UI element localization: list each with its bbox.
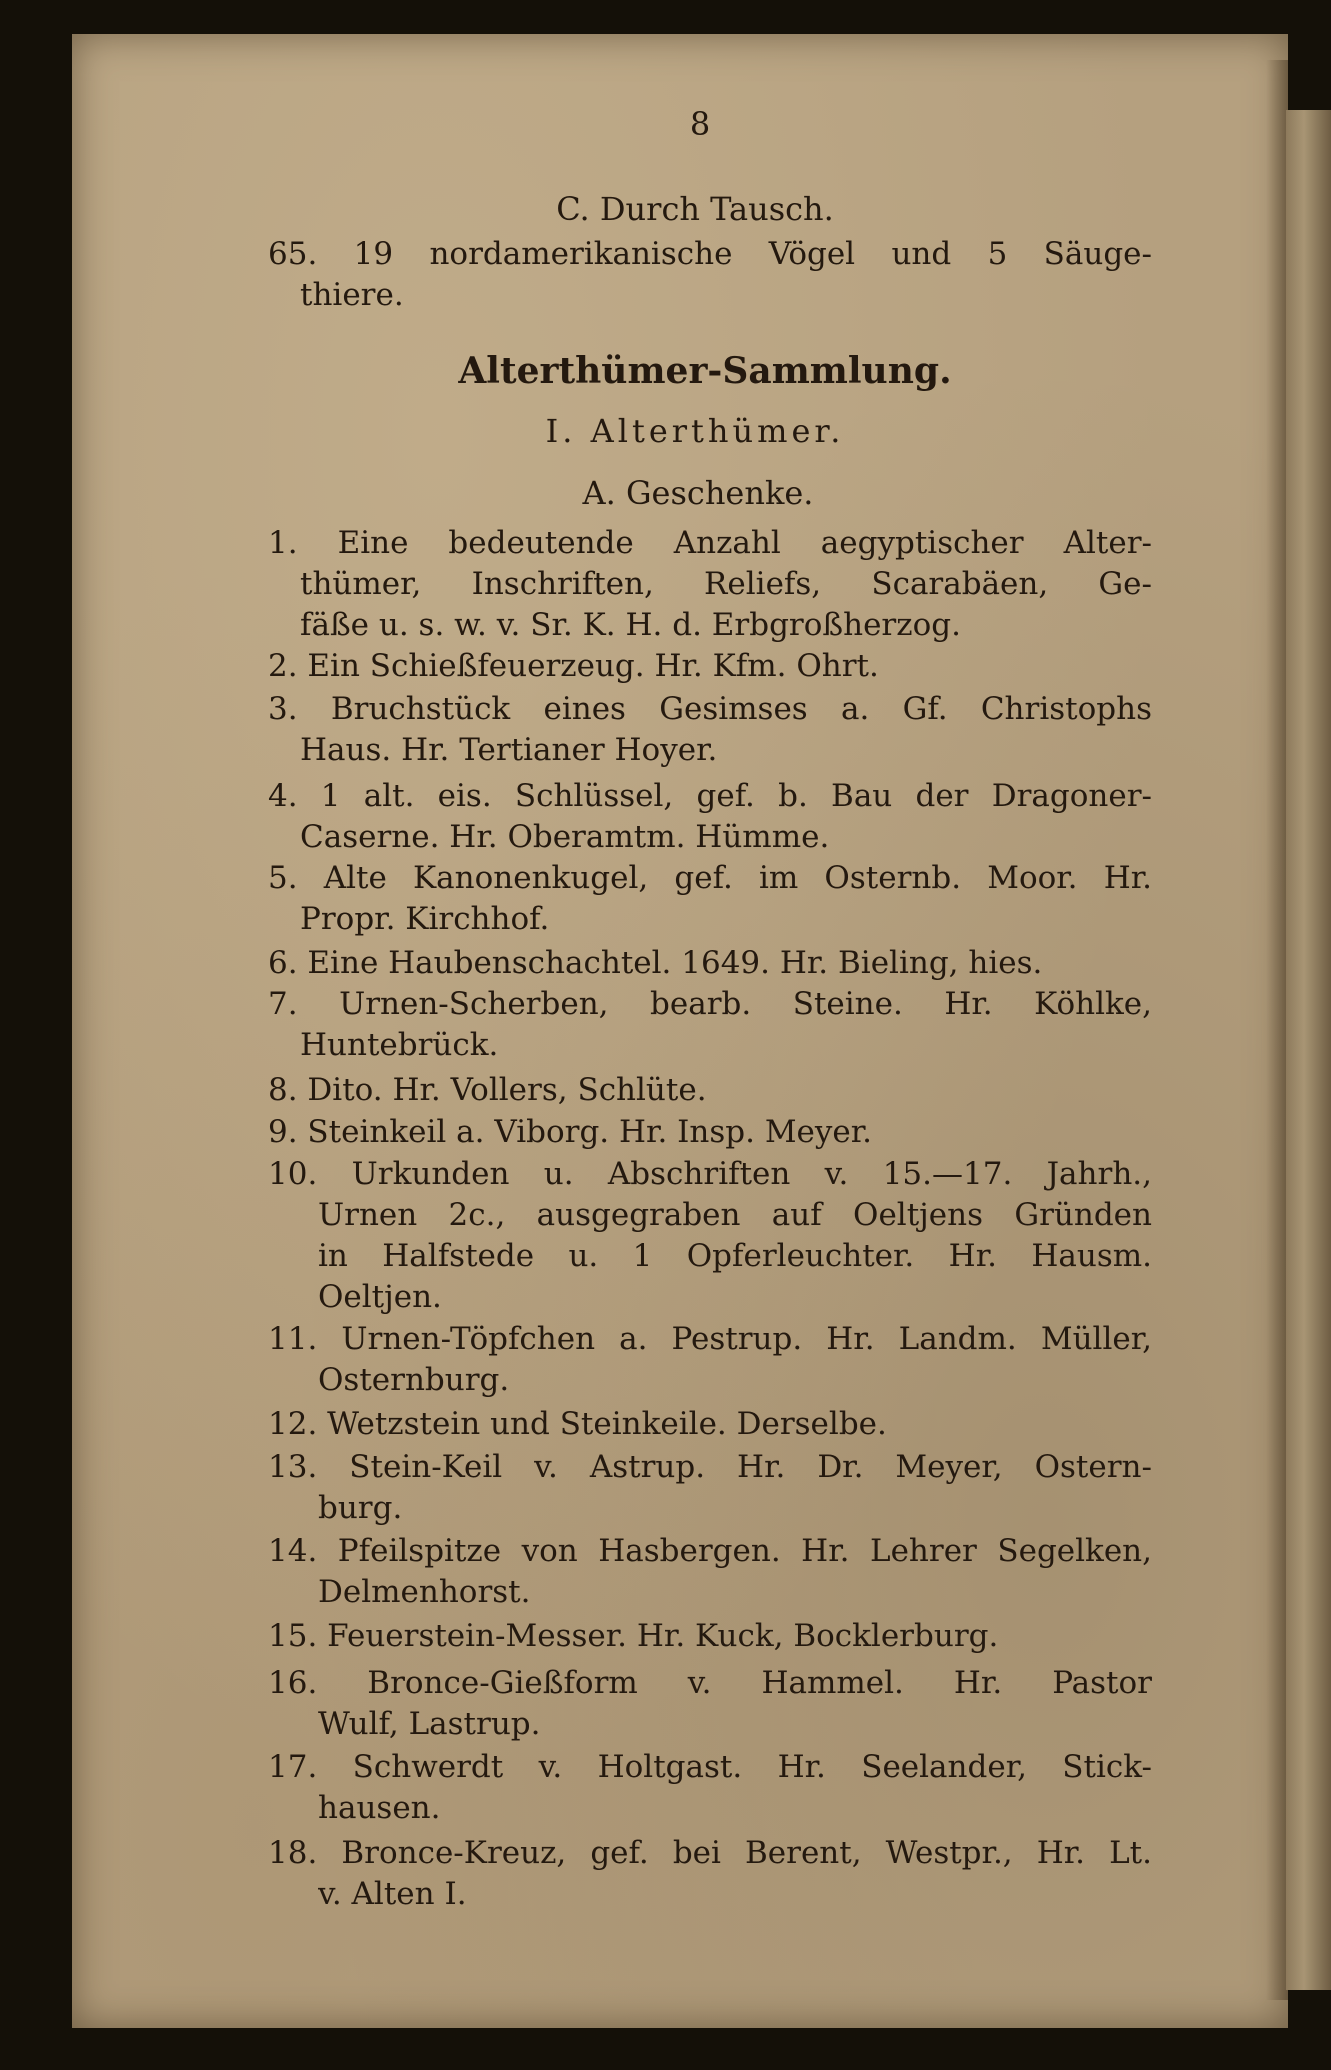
entry-7-line-2: Huntebrück. bbox=[300, 1027, 499, 1063]
section-c-heading: C. Durch Tausch. bbox=[556, 190, 834, 228]
entry-65-line-2: thiere. bbox=[300, 277, 404, 313]
entry-1-line-2: thümer, Inschriften, Reliefs, Scarabäen, Ge- bbox=[300, 566, 1152, 602]
entry-4-line-2: Caserne. Hr. Oberamtm. Hümme. bbox=[300, 819, 830, 855]
subsection-heading: A. Geschenke. bbox=[582, 474, 814, 512]
entry-18-line-1: 18. Bronce-Kreuz, gef. bei Berent, Westpr., Hr. Lt. bbox=[268, 1835, 1152, 1871]
entry-6-line-1: 6. Eine Haubenschachtel. 1649. Hr. Bieling, hies. bbox=[268, 945, 1043, 981]
entry-16-line-2: Wulf, Lastrup. bbox=[318, 1706, 541, 1742]
entry-15-line-1: 15. Feuerstein-Messer. Hr. Kuck, Bocklerburg. bbox=[268, 1618, 999, 1654]
entry-17-line-1: 17. Schwerdt v. Holtgast. Hr. Seelander, Stick- bbox=[268, 1749, 1152, 1785]
entry-14-line-1: 14. Pfeilspitze von Hasbergen. Hr. Lehrer Segelken, bbox=[268, 1533, 1152, 1569]
entry-1-line-1: 1. Eine bedeutende Anzahl aegyptischer Alter- bbox=[268, 525, 1152, 561]
entry-10-line-2: Urnen 2c., ausgegraben auf Oeltjens Gründen bbox=[318, 1197, 1152, 1233]
entry-8-line-1: 8. Dito. Hr. Vollers, Schlüte. bbox=[268, 1072, 707, 1108]
entry-13-line-1: 13. Stein-Keil v. Astrup. Hr. Dr. Meyer, Ostern- bbox=[268, 1449, 1152, 1485]
entry-5-line-2: Propr. Kirchhof. bbox=[300, 901, 550, 937]
entry-12-line-1: 12. Wetzstein und Steinkeile. Derselbe. bbox=[268, 1406, 887, 1442]
entry-1-line-3: fäße u. s. w. v. Sr. K. H. d. Erbgroßherzog. bbox=[300, 607, 961, 643]
entry-10-line-3: in Halfstede u. 1 Opferleuchter. Hr. Hausm. bbox=[318, 1238, 1152, 1274]
entry-2-line-1: 2. Ein Schießfeuerzeug. Hr. Kfm. Ohrt. bbox=[268, 648, 879, 684]
page-number: 8 bbox=[689, 105, 711, 143]
entry-65-line-1: 65. 19 nordamerikanische Vögel und 5 Säuge- bbox=[268, 236, 1152, 272]
entry-5-line-1: 5. Alte Kanonenkugel, gef. im Osternb. Moor. Hr. bbox=[268, 860, 1152, 896]
part-heading: I. Alterthümer. bbox=[545, 412, 845, 450]
entry-4-line-1: 4. 1 alt. eis. Schlüssel, gef. b. Bau der Dragoner- bbox=[268, 778, 1152, 814]
entry-3-line-2: Haus. Hr. Tertianer Hoyer. bbox=[300, 732, 718, 768]
entry-16-line-1: 16. Bronce-Gießform v. Hammel. Hr. Pastor bbox=[268, 1665, 1152, 1701]
entry-10-line-4: Oeltjen. bbox=[318, 1279, 442, 1315]
entry-3-line-1: 3. Bruchstück eines Gesimses a. Gf. Christophs bbox=[268, 691, 1152, 727]
entry-9-line-1: 9. Steinkeil a. Viborg. Hr. Insp. Meyer. bbox=[268, 1114, 873, 1150]
entry-13-line-2: burg. bbox=[318, 1490, 403, 1526]
entry-18-line-2: v. Alten I. bbox=[318, 1876, 467, 1912]
entry-11-line-1: 11. Urnen-Töpfchen a. Pestrup. Hr. Landm. Müller, bbox=[268, 1321, 1152, 1357]
entry-7-line-1: 7. Urnen-Scherben, bearb. Steine. Hr. Köhlke, bbox=[268, 986, 1152, 1022]
entry-17-line-2: hausen. bbox=[318, 1790, 441, 1826]
collection-title: Alterthümer-Sammlung. bbox=[458, 350, 952, 392]
entry-14-line-2: Delmenhorst. bbox=[318, 1574, 531, 1610]
entry-11-line-2: Osternburg. bbox=[318, 1362, 510, 1398]
entry-10-line-1: 10. Urkunden u. Abschriften v. 15.—17. Jahrh., bbox=[268, 1156, 1152, 1192]
